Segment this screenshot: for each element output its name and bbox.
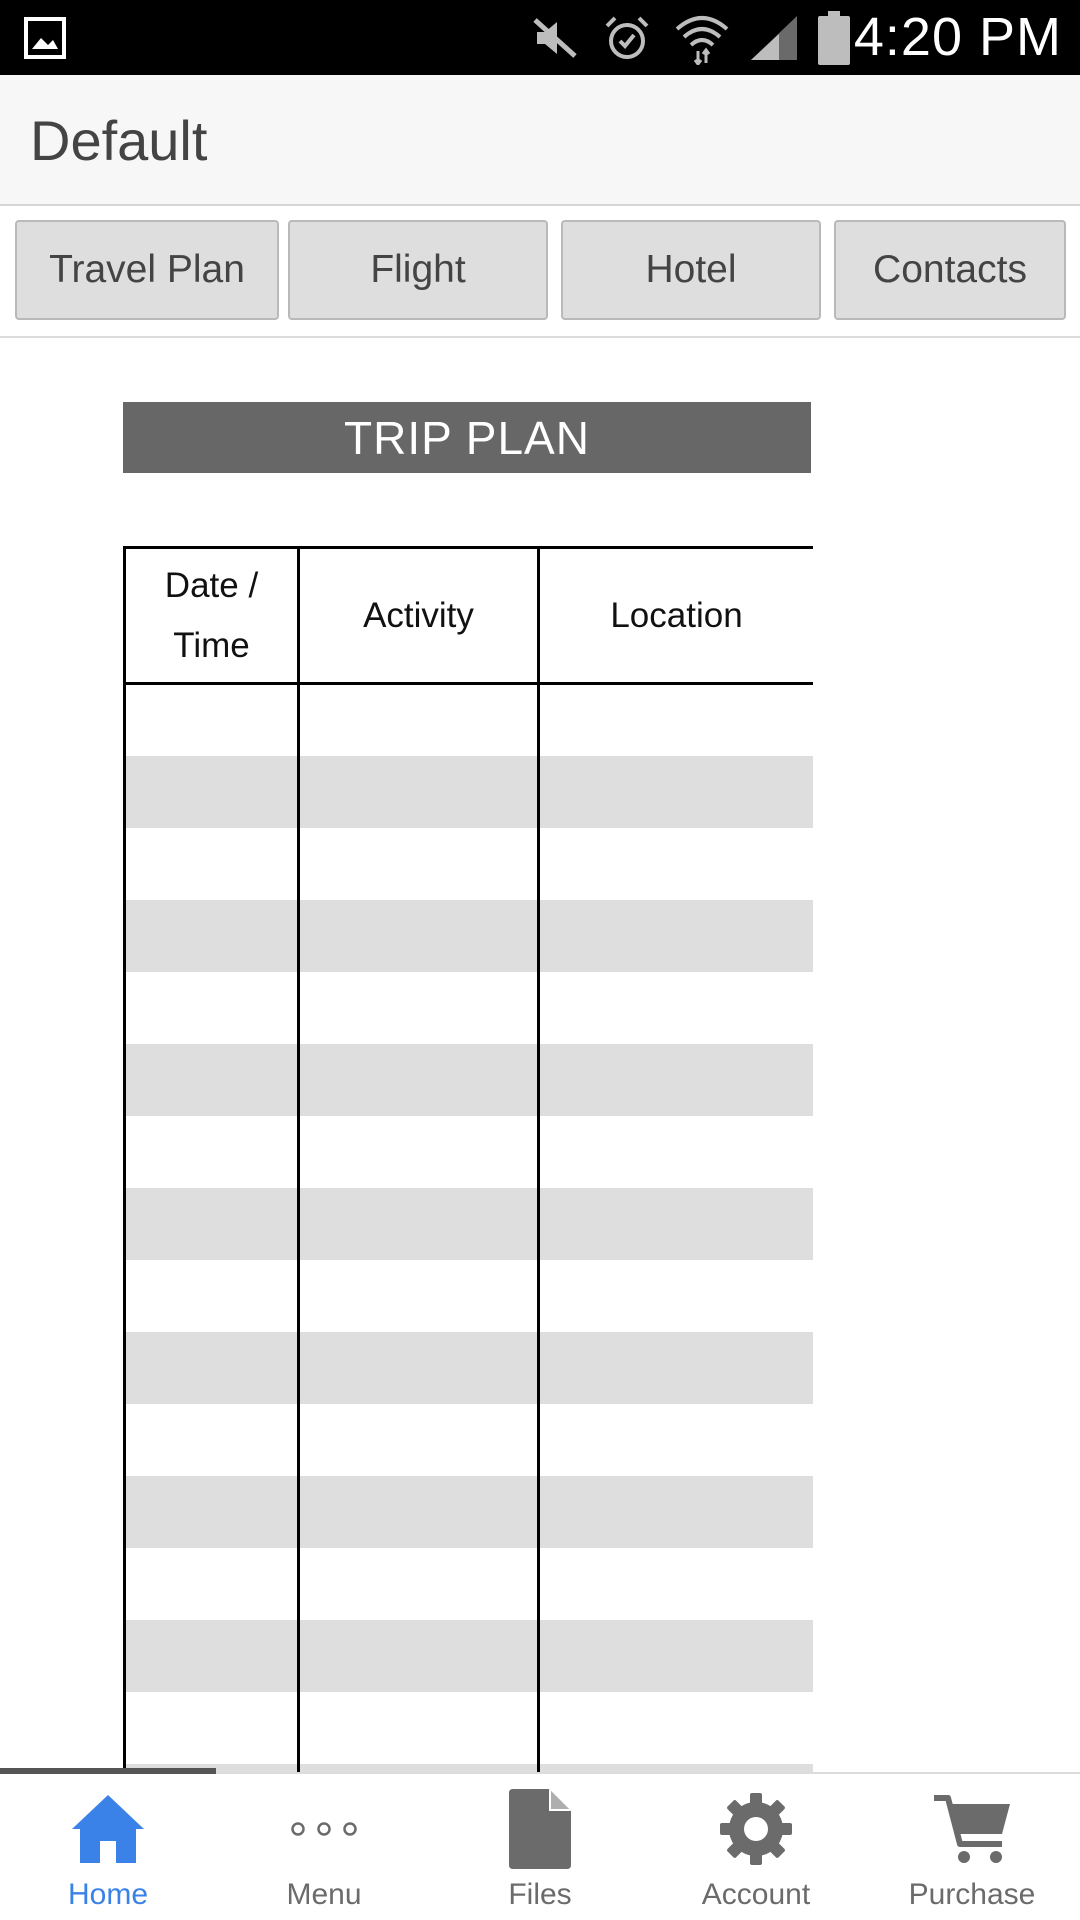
- nav-item-account[interactable]: [648, 1774, 864, 1920]
- more-dots-icon: [216, 1788, 432, 1870]
- table-cell[interactable]: [299, 900, 539, 972]
- cart-icon: [864, 1788, 1080, 1870]
- table-cell[interactable]: [125, 1188, 299, 1260]
- table-cell[interactable]: [299, 1404, 539, 1476]
- tab-travel-plan[interactable]: Travel Plan: [15, 220, 279, 320]
- trip-plan-table-container[interactable]: [123, 546, 813, 1772]
- table-cell[interactable]: [299, 1620, 539, 1692]
- table-row: [125, 900, 814, 972]
- table-cell[interactable]: [125, 1332, 299, 1404]
- gallery-icon: [22, 0, 68, 75]
- status-bar: [0, 0, 1080, 75]
- table-cell[interactable]: [299, 1764, 539, 1773]
- wifi-icon: [674, 0, 730, 75]
- mute-icon: [530, 0, 580, 75]
- alarm-icon: [602, 0, 652, 75]
- table-cell[interactable]: [125, 828, 299, 900]
- table-cell[interactable]: [299, 972, 539, 1044]
- column-header-location: Location: [539, 548, 814, 684]
- table-cell[interactable]: [299, 1260, 539, 1332]
- nav-label-home: Home: [67, 1878, 149, 1911]
- home-icon: [0, 1788, 216, 1870]
- tab-contacts[interactable]: Contacts: [834, 220, 1066, 320]
- table-cell[interactable]: [299, 684, 539, 756]
- table-cell[interactable]: [125, 756, 299, 828]
- table-cell[interactable]: [125, 1476, 299, 1548]
- table-cell[interactable]: [125, 1116, 299, 1188]
- table-row: [125, 1476, 814, 1548]
- table-cell[interactable]: [125, 900, 299, 972]
- table-cell[interactable]: [299, 828, 539, 900]
- table-row: [125, 1404, 814, 1476]
- nav-item-files[interactable]: [432, 1774, 648, 1920]
- nav-item-home[interactable]: [0, 1774, 216, 1920]
- table-cell[interactable]: [299, 1188, 539, 1260]
- table-cell[interactable]: [539, 1332, 814, 1404]
- table-row: [125, 1620, 814, 1692]
- table-cell[interactable]: [299, 1692, 539, 1764]
- table-cell[interactable]: [539, 1548, 814, 1620]
- tab-flight[interactable]: Flight: [288, 220, 548, 320]
- trip-plan-title: TRIP PLAN: [123, 402, 811, 473]
- nav-label-purchase: Purchase: [908, 1878, 1036, 1911]
- nav-item-menu[interactable]: [216, 1774, 432, 1920]
- table-row: [125, 1044, 814, 1116]
- table-row: [125, 1764, 814, 1773]
- table-cell[interactable]: [299, 1044, 539, 1116]
- table-cell[interactable]: [539, 1044, 814, 1116]
- table-cell[interactable]: [299, 1332, 539, 1404]
- column-header-date-time: Date / Time: [125, 548, 299, 684]
- table-cell[interactable]: [539, 828, 814, 900]
- table-row: [125, 684, 814, 756]
- table-cell[interactable]: [539, 1260, 814, 1332]
- table-cell[interactable]: [539, 900, 814, 972]
- file-icon: [432, 1788, 648, 1870]
- table-cell[interactable]: [539, 1476, 814, 1548]
- trip-plan-table: [123, 546, 813, 1772]
- table-cell[interactable]: [299, 756, 539, 828]
- nav-item-purchase[interactable]: [864, 1774, 1080, 1920]
- app-header: [0, 75, 1080, 206]
- table-row: [125, 828, 814, 900]
- table-cell[interactable]: [539, 1692, 814, 1764]
- tab-bar: [0, 206, 1080, 338]
- nav-label-files: Files: [508, 1878, 572, 1911]
- gear-icon: [648, 1788, 864, 1870]
- table-cell[interactable]: [539, 1620, 814, 1692]
- table-cell[interactable]: [299, 1476, 539, 1548]
- bottom-navigation: [0, 1772, 1080, 1920]
- table-cell[interactable]: [539, 756, 814, 828]
- table-cell[interactable]: [125, 1620, 299, 1692]
- battery-icon: [816, 0, 852, 75]
- table-cell[interactable]: [125, 1548, 299, 1620]
- table-cell[interactable]: [299, 1116, 539, 1188]
- table-row: [125, 1116, 814, 1188]
- table-cell[interactable]: [539, 1116, 814, 1188]
- table-cell[interactable]: [125, 1692, 299, 1764]
- table-row: [125, 1332, 814, 1404]
- tab-hotel[interactable]: Hotel: [561, 220, 821, 320]
- table-row: [125, 972, 814, 1044]
- table-cell[interactable]: [539, 972, 814, 1044]
- table-row: [125, 1548, 814, 1620]
- table-cell[interactable]: [125, 1044, 299, 1116]
- table-cell[interactable]: [125, 1260, 299, 1332]
- status-time: 4:20 PM: [853, 7, 1062, 67]
- signal-icon: [748, 0, 800, 75]
- table-row: [125, 756, 814, 828]
- table-cell[interactable]: [125, 684, 299, 756]
- table-header-row: [125, 548, 814, 684]
- table-cell[interactable]: [125, 972, 299, 1044]
- table-row: [125, 1188, 814, 1260]
- table-cell[interactable]: [539, 684, 814, 756]
- page-title: Default: [30, 109, 208, 172]
- table-cell[interactable]: [539, 1188, 814, 1260]
- nav-label-account: Account: [701, 1878, 811, 1911]
- nav-label-menu: Menu: [286, 1878, 362, 1911]
- table-cell[interactable]: [539, 1764, 814, 1773]
- table-cell[interactable]: [299, 1548, 539, 1620]
- column-header-activity: Activity: [299, 548, 539, 684]
- table-cell[interactable]: [125, 1404, 299, 1476]
- table-row: [125, 1692, 814, 1764]
- table-row: [125, 1260, 814, 1332]
- table-cell[interactable]: [539, 1404, 814, 1476]
